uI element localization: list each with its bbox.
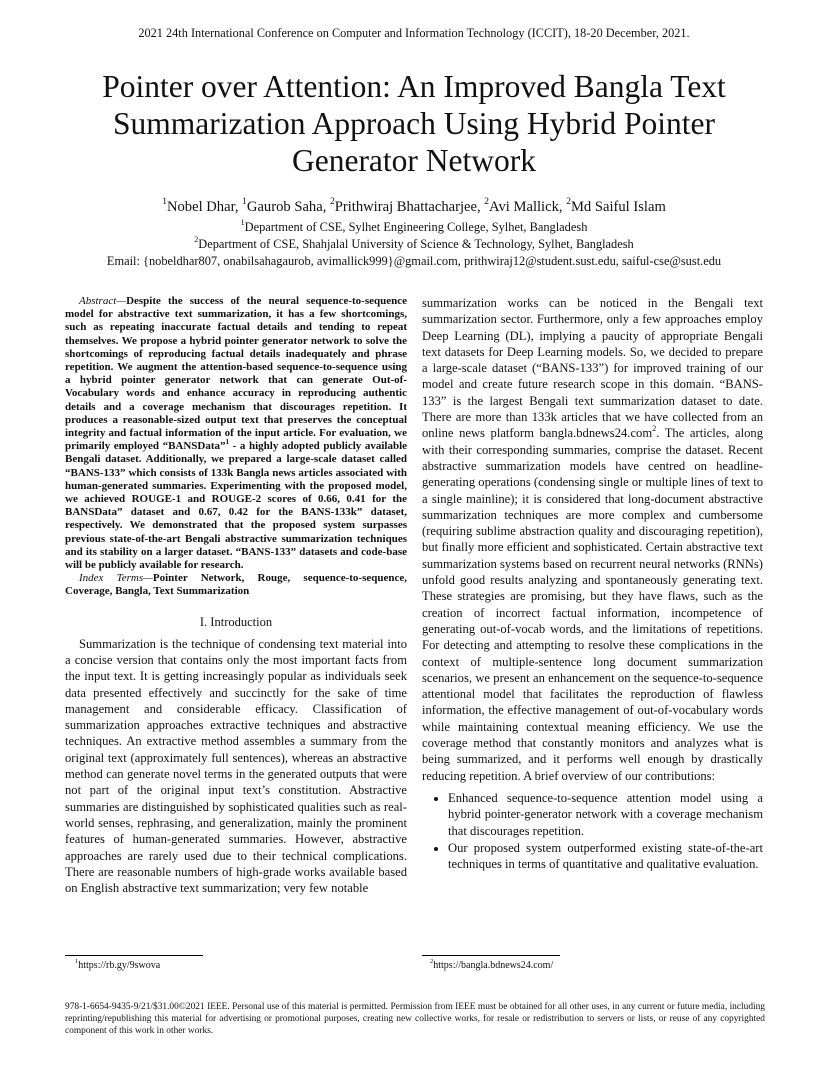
author-affil-sup: 1: [162, 197, 167, 208]
title-line: Generator Network: [291, 143, 537, 178]
affiliation-text: Department of CSE, Sylhet Engineering College, Sylhet, Bangladesh: [244, 220, 588, 234]
footnote-ref: 2: [652, 424, 657, 434]
author-name: Avi Mallick: [489, 199, 559, 215]
abstract-text: Despite the success of the neural sequence-to-sequence model for abstractive text summarization, it has a few shortcomings, such as repeating inaccurate factual details and tending to repeat themselves. We propose a hybrid pointer generator network to solve the shortcomings of reproducing factual details inadequately and phrase repetition. We augment the attention-based sequence-to-sequence using a hybrid pointer generator network that can generate Out-of-Vocabulary words and enhance accuracy in reproducing authentic details and a coverage mechanism that discourages repetition. It produces a reasonable-sized output text that preserves the conceptual integrity and factual information of the input article. For evaluation, we primarily employed “BANSData”: [65, 295, 407, 453]
intro-paragraph: Summarization is the technique of condensing text material into a concise version that contains only the most important facts from the input text. It is getting increasingly popular as individuals seek data presented effectively and succinctly for the sake of time management and considerable efficacy. Classification of summarization approaches extractive techniques and abstractive techniques. An extractive method assembles a summary from the original text (approximately full sentences), whereas an abstractive method can generate novel terms in the generated outputs that were not part of the original input text’s constitution. Abstractive summaries are distinguished by sophisticated qualities such as real-world senses, rephrasing, and generalization, mainly the prominent features of human-generated summaries. However, abstractive approaches are rarely used due to their technical complications. There are reasonable numbers of high-grade works available based on English abstractive text summarization; very few notable: [65, 636, 407, 896]
footnote-left: [75, 960, 160, 971]
contribution-item: • Enhanced sequence-to-sequence attention model using a hybrid pointer-generator network with a coverage mechanism that discourages repetition.: [448, 790, 763, 839]
intro-paragraph-continued: [422, 295, 763, 784]
author-affil-sup: 1: [242, 197, 247, 208]
author-name: Md Saiful Islam: [570, 199, 666, 215]
footnote-url: https://bangla.bdnews24.com/: [433, 960, 554, 971]
affiliation-sup: 1: [240, 218, 245, 228]
abstract-text: - a highly adopted publicly available Bengali dataset. Additionally, we prepared a large-scale dataset called “BANS-133” which consists of 133k Bangla news articles associated with human-generated summaries. Experimenting with the proposed model, we achieved ROUGE-1 and ROUGE-2 scores of 0.66, 0.41 for the BANSData” dataset and 0.67, 0.42 for the BANS-133k” dataset, respectively. We demonstrated that the proposed system surpasses previous state-of-the-art Bengali abstractive summarization techniques and its stability on a larger dataset. “BANS-133” datasets and code-base will be publicly available for research.: [65, 440, 408, 572]
intro-text: summarization works can be noticed in the Bengali text summarization sector. Furthermore, only a few approaches employ Deep Learning (DL), implying a paucity of appropriate Bengali text datasets for Deep Learning models. So, we decided to prepare a large-scale dataset (“BANS-133”) for improved training of our model and create future research scope in this domain. “BANS-133” is the largest Bengali text summarization dataset to date. There are more than 133k articles that we have collected from an online news platform bangla.bdnews24.com: [422, 296, 763, 441]
paper-title: [40, 68, 788, 179]
affiliation-text: Department of CSE, Shahjalal University of Science & Technology, Sylhet, Bangladesh: [198, 237, 634, 251]
abstract-label: Abstract: [79, 295, 117, 307]
footnote-mark: 1: [75, 958, 79, 966]
index-terms-text: Pointer Network, Rouge, sequence-to-sequence, Coverage, Bangla, Text Summarization: [65, 572, 407, 598]
index-terms: [65, 572, 407, 598]
intro-text: . The articles, along with their corresponding summaries, comprise the dataset. Recent abstractive summarization models have centred on headline-generating operations (condensing single or multiple lines of text to a single mainline); it is considered that long-document abstractive summarization techniques are more complex and cumbersome (requiring sublime abstraction quality and discouraging repetition), but finally more efficient and sophisticated. Certain abstractive text summarization systems based on recurrent neural networks (RNNs) unfold good results analyzing and spontaneously generating text. These strategies are promising, but they have flaws, such as the creation of incorrect factual information, incompetence of generating out-of-vocab words, and the limitations of repetitions. For detecting and attempting to resolve these complications in the context of multiple-sentence long document summarization scenarios, we present an enhancement on the sequence-to-sequence attentional model that facilitates the reproduction of flawless information, the effective management of out-of-vocabulary words while maintaining contextual meaning efficiency. We use the coverage method that constantly monitors and analyzes what is being summarized, and it performs well enough by drastically reducing repetition. A brief overview of our contributions:: [422, 426, 764, 783]
affiliation-2: [0, 237, 828, 252]
affiliation-1: [0, 220, 828, 235]
author-affil-sup: 2: [330, 197, 335, 208]
copyright-notice: 978-1-6654-9435-9/21/$31.00©2021 IEEE. Personal use of this material is permitted. Permission from IEEE must be obtained for all other uses, in any current or future media, including reprinting/republishing this material for advertising or promotional purposes, creating new collective works, for resale or redistribution to servers or lists, or reuse of any copyrighted component of this work in other works.: [65, 1002, 765, 1036]
footnote-rule: [65, 955, 203, 956]
contribution-item: • Our proposed system outperformed existing state-of-the-art techniques in terms of quantitative and qualitative evaluation.: [448, 840, 763, 873]
left-column: [65, 295, 407, 896]
author-name: Nobel Dhar: [166, 199, 235, 215]
index-terms-label: Index Terms: [79, 572, 144, 585]
contribution-list: [422, 790, 763, 872]
footnote-ref: 1: [225, 437, 230, 446]
right-column: [422, 295, 763, 873]
email-line: Email: {nobeldhar807, onabilsahagaurob, avimallick999}@gmail.com, prithwiraj12@student.sust.edu, saiful-cse@sust.edu: [106, 254, 722, 268]
index-terms-dash: —: [143, 572, 153, 585]
abstract-dash: —: [116, 295, 127, 307]
title-line: Pointer over Attention: An Improved Bangla Text: [102, 69, 726, 104]
footnote-right: [430, 960, 553, 971]
author-affil-sup: 2: [566, 197, 571, 208]
footnote-mark: 2: [430, 958, 434, 966]
footnote-url: https://rb.gy/9swova: [78, 960, 161, 971]
author-name: Gaurob Saha: [246, 199, 323, 215]
abstract: [65, 295, 407, 572]
footnote-rule: [422, 955, 560, 956]
title-line: Summarization Approach Using Hybrid Pointer: [113, 106, 715, 141]
author-list: $^1$Nobel Dhar, $^1$Gaurob Saha, $^2$Prithwiraj Bhattacharjee, $^2$Avi Mallick, $^2$Md Saiful Islam: [162, 197, 666, 215]
section-heading: I. Introduction: [199, 614, 273, 629]
affiliation-sup: 2: [194, 235, 199, 245]
author-affil-sup: 2: [484, 197, 490, 208]
conference-header: 2021 24th International Conference on Computer and Information Technology (ICCIT), 18-20 December, 2021.: [138, 26, 690, 40]
author-name: Prithwiraj Bhattacharjee: [334, 199, 477, 215]
